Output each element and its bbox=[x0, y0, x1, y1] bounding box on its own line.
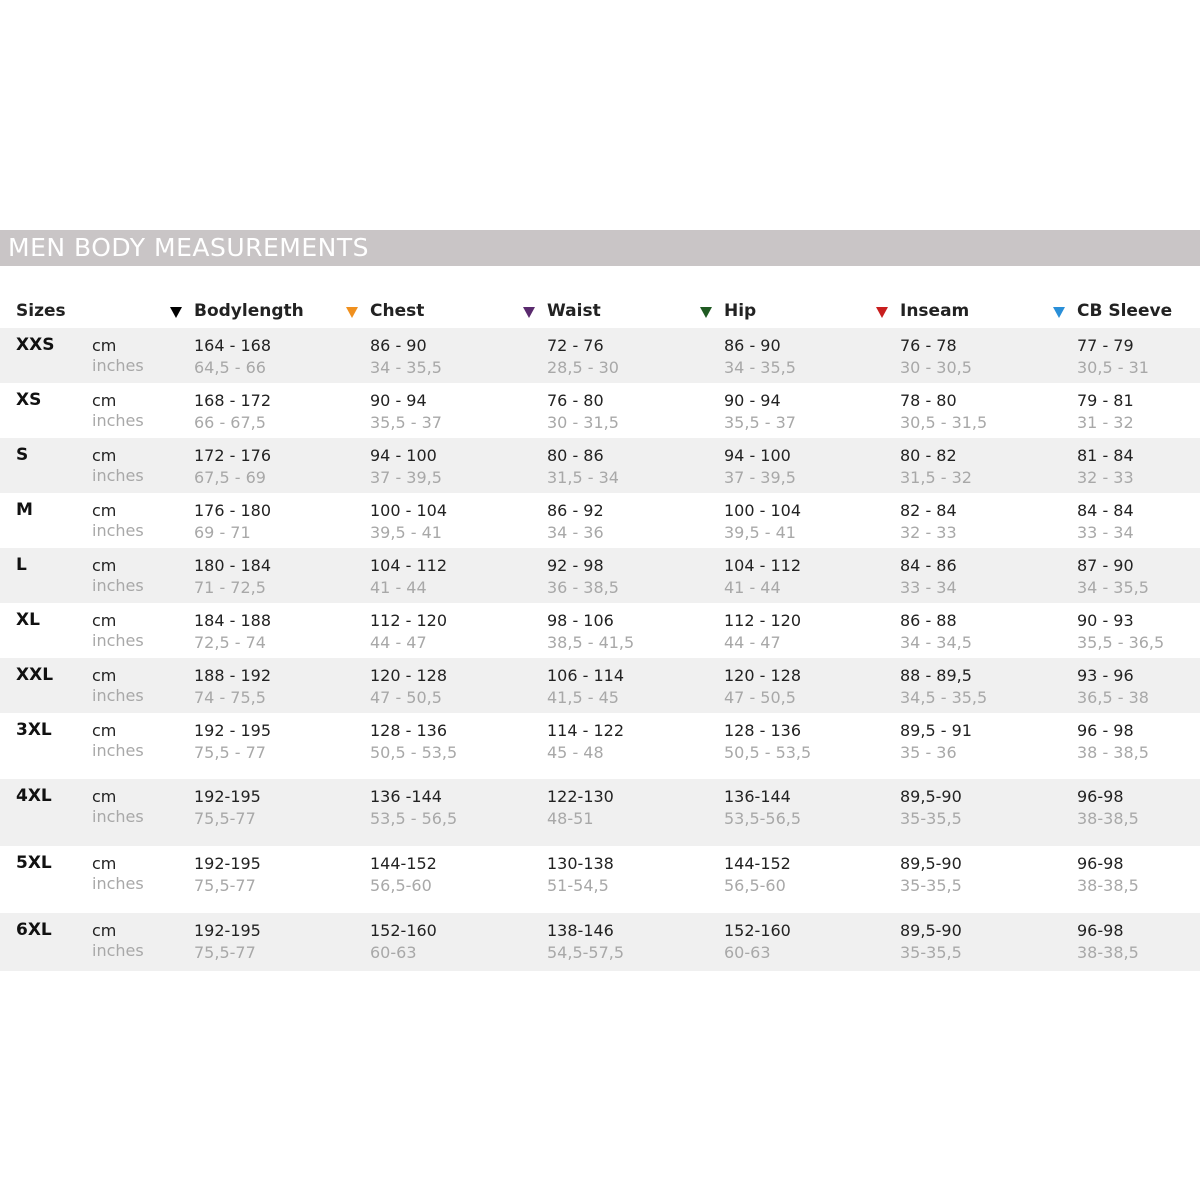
value-inches: 35-35,5 bbox=[900, 809, 962, 828]
column-header: Hip bbox=[724, 301, 757, 321]
value-inches: 38-38,5 bbox=[1077, 809, 1139, 828]
value-inches: 38,5 - 41,5 bbox=[547, 633, 635, 652]
unit-cm-label: cm bbox=[92, 721, 117, 740]
value-cm: 89,5-90 bbox=[900, 854, 962, 873]
unit-cm-label: cm bbox=[92, 611, 117, 630]
value-inches: 36 - 38,5 bbox=[547, 578, 619, 597]
value-cm: 164 - 168 bbox=[194, 336, 272, 355]
table-row bbox=[0, 548, 1200, 603]
value-cm: 192-195 bbox=[194, 787, 261, 806]
value-cm: 128 - 136 bbox=[370, 721, 448, 740]
value-cm: 100 - 104 bbox=[724, 501, 802, 520]
sizes-header: Sizes bbox=[16, 301, 66, 321]
unit-inches-label: inches bbox=[92, 576, 144, 595]
value-inches: 37 - 39,5 bbox=[724, 468, 796, 487]
size-label: L bbox=[16, 555, 27, 575]
unit-cm-label: cm bbox=[92, 787, 117, 806]
value-cm: 80 - 82 bbox=[900, 446, 957, 465]
value-cm: 86 - 90 bbox=[370, 336, 427, 355]
table-row bbox=[0, 913, 1200, 971]
value-cm: 152-160 bbox=[724, 921, 791, 940]
value-cm: 89,5 - 91 bbox=[900, 721, 972, 740]
table-row bbox=[0, 493, 1200, 548]
value-cm: 80 - 86 bbox=[547, 446, 604, 465]
value-cm: 192-195 bbox=[194, 854, 261, 873]
value-cm: 84 - 86 bbox=[900, 556, 957, 575]
value-inches: 74 - 75,5 bbox=[194, 688, 266, 707]
unit-cm-label: cm bbox=[92, 501, 117, 520]
value-cm: 94 - 100 bbox=[370, 446, 437, 465]
size-label: 3XL bbox=[16, 720, 52, 740]
value-inches: 39,5 - 41 bbox=[370, 523, 442, 542]
value-cm: 120 - 128 bbox=[370, 666, 448, 685]
value-inches: 44 - 47 bbox=[370, 633, 427, 652]
value-cm: 86 - 92 bbox=[547, 501, 604, 520]
triangle-down-icon bbox=[876, 307, 888, 318]
value-cm: 81 - 84 bbox=[1077, 446, 1134, 465]
table-row bbox=[0, 846, 1200, 913]
value-inches: 36,5 - 38 bbox=[1077, 688, 1149, 707]
size-label: XXL bbox=[16, 665, 54, 685]
value-cm: 96 - 98 bbox=[1077, 721, 1134, 740]
value-cm: 76 - 80 bbox=[547, 391, 604, 410]
unit-cm-label: cm bbox=[92, 556, 117, 575]
value-inches: 41 - 44 bbox=[724, 578, 781, 597]
value-cm: 76 - 78 bbox=[900, 336, 957, 355]
table-row bbox=[0, 383, 1200, 438]
value-inches: 34 - 36 bbox=[547, 523, 604, 542]
value-cm: 100 - 104 bbox=[370, 501, 448, 520]
value-cm: 88 - 89,5 bbox=[900, 666, 972, 685]
value-cm: 138-146 bbox=[547, 921, 614, 940]
size-label: XL bbox=[16, 610, 40, 630]
value-cm: 144-152 bbox=[370, 854, 437, 873]
value-inches: 34,5 - 35,5 bbox=[900, 688, 988, 707]
value-inches: 41 - 44 bbox=[370, 578, 427, 597]
value-inches: 75,5-77 bbox=[194, 809, 256, 828]
value-inches: 30,5 - 31,5 bbox=[900, 413, 988, 432]
unit-cm-label: cm bbox=[92, 446, 117, 465]
value-cm: 92 - 98 bbox=[547, 556, 604, 575]
unit-inches-label: inches bbox=[92, 521, 144, 540]
size-label: XXS bbox=[16, 335, 55, 355]
unit-inches-label: inches bbox=[92, 741, 144, 760]
value-cm: 144-152 bbox=[724, 854, 791, 873]
value-inches: 28,5 - 30 bbox=[547, 358, 619, 377]
value-cm: 122-130 bbox=[547, 787, 614, 806]
value-inches: 35 - 36 bbox=[900, 743, 957, 762]
value-cm: 98 - 106 bbox=[547, 611, 614, 630]
value-inches: 75,5-77 bbox=[194, 876, 256, 895]
value-inches: 33 - 34 bbox=[1077, 523, 1134, 542]
value-cm: 168 - 172 bbox=[194, 391, 272, 410]
value-inches: 51-54,5 bbox=[547, 876, 609, 895]
table-row bbox=[0, 438, 1200, 493]
value-inches: 35,5 - 37 bbox=[724, 413, 796, 432]
value-cm: 96-98 bbox=[1077, 854, 1124, 873]
value-cm: 114 - 122 bbox=[547, 721, 625, 740]
value-inches: 69 - 71 bbox=[194, 523, 251, 542]
triangle-down-icon bbox=[346, 307, 358, 318]
value-cm: 120 - 128 bbox=[724, 666, 802, 685]
value-inches: 56,5-60 bbox=[370, 876, 432, 895]
value-inches: 53,5 - 56,5 bbox=[370, 809, 458, 828]
value-inches: 71 - 72,5 bbox=[194, 578, 266, 597]
value-inches: 60-63 bbox=[370, 943, 417, 962]
value-inches: 32 - 33 bbox=[1077, 468, 1134, 487]
page-title: MEN BODY MEASUREMENTS bbox=[8, 233, 370, 262]
size-label: M bbox=[16, 500, 33, 520]
unit-inches-label: inches bbox=[92, 466, 144, 485]
value-cm: 86 - 90 bbox=[724, 336, 781, 355]
value-inches: 67,5 - 69 bbox=[194, 468, 266, 487]
unit-cm-label: cm bbox=[92, 336, 117, 355]
size-label: 5XL bbox=[16, 853, 52, 873]
value-inches: 34 - 34,5 bbox=[900, 633, 972, 652]
size-label: S bbox=[16, 445, 29, 465]
triangle-down-icon bbox=[523, 307, 535, 318]
value-cm: 104 - 112 bbox=[370, 556, 448, 575]
unit-cm-label: cm bbox=[92, 921, 117, 940]
unit-cm-label: cm bbox=[92, 391, 117, 410]
size-label: XS bbox=[16, 390, 42, 410]
value-inches: 31,5 - 32 bbox=[900, 468, 972, 487]
value-inches: 48-51 bbox=[547, 809, 594, 828]
value-cm: 184 - 188 bbox=[194, 611, 272, 630]
value-cm: 89,5-90 bbox=[900, 787, 962, 806]
value-cm: 136-144 bbox=[724, 787, 791, 806]
value-inches: 54,5-57,5 bbox=[547, 943, 625, 962]
value-cm: 87 - 90 bbox=[1077, 556, 1134, 575]
value-inches: 38-38,5 bbox=[1077, 876, 1139, 895]
size-label: 6XL bbox=[16, 920, 52, 940]
triangle-down-icon bbox=[1053, 307, 1065, 318]
value-cm: 192 - 195 bbox=[194, 721, 272, 740]
value-inches: 35-35,5 bbox=[900, 876, 962, 895]
value-inches: 35,5 - 37 bbox=[370, 413, 442, 432]
column-header: CB Sleeve bbox=[1077, 301, 1173, 321]
unit-inches-label: inches bbox=[92, 807, 144, 826]
value-cm: 96-98 bbox=[1077, 921, 1124, 940]
triangle-down-icon bbox=[170, 307, 182, 318]
value-cm: 84 - 84 bbox=[1077, 501, 1134, 520]
value-cm: 136 -144 bbox=[370, 787, 442, 806]
value-inches: 75,5 - 77 bbox=[194, 743, 266, 762]
table-row bbox=[0, 603, 1200, 658]
value-inches: 53,5-56,5 bbox=[724, 809, 802, 828]
size-label: 4XL bbox=[16, 786, 52, 806]
value-cm: 86 - 88 bbox=[900, 611, 957, 630]
value-cm: 106 - 114 bbox=[547, 666, 625, 685]
unit-inches-label: inches bbox=[92, 941, 144, 960]
value-cm: 90 - 94 bbox=[724, 391, 781, 410]
value-cm: 112 - 120 bbox=[370, 611, 448, 630]
value-inches: 34 - 35,5 bbox=[370, 358, 442, 377]
table-row bbox=[0, 328, 1200, 383]
value-inches: 35,5 - 36,5 bbox=[1077, 633, 1165, 652]
value-cm: 90 - 93 bbox=[1077, 611, 1134, 630]
value-inches: 38-38,5 bbox=[1077, 943, 1139, 962]
value-cm: 89,5-90 bbox=[900, 921, 962, 940]
value-inches: 47 - 50,5 bbox=[370, 688, 442, 707]
value-cm: 82 - 84 bbox=[900, 501, 957, 520]
value-cm: 180 - 184 bbox=[194, 556, 272, 575]
value-inches: 34 - 35,5 bbox=[724, 358, 796, 377]
unit-inches-label: inches bbox=[92, 356, 144, 375]
value-cm: 188 - 192 bbox=[194, 666, 272, 685]
value-cm: 104 - 112 bbox=[724, 556, 802, 575]
value-inches: 72,5 - 74 bbox=[194, 633, 266, 652]
value-cm: 172 - 176 bbox=[194, 446, 272, 465]
value-cm: 77 - 79 bbox=[1077, 336, 1134, 355]
value-cm: 78 - 80 bbox=[900, 391, 957, 410]
value-cm: 130-138 bbox=[547, 854, 614, 873]
value-inches: 44 - 47 bbox=[724, 633, 781, 652]
value-cm: 152-160 bbox=[370, 921, 437, 940]
value-cm: 96-98 bbox=[1077, 787, 1124, 806]
value-cm: 128 - 136 bbox=[724, 721, 802, 740]
unit-cm-label: cm bbox=[92, 854, 117, 873]
value-inches: 41,5 - 45 bbox=[547, 688, 619, 707]
value-cm: 93 - 96 bbox=[1077, 666, 1134, 685]
value-cm: 79 - 81 bbox=[1077, 391, 1134, 410]
table-row bbox=[0, 713, 1200, 779]
table-row bbox=[0, 658, 1200, 713]
value-inches: 60-63 bbox=[724, 943, 771, 962]
value-inches: 39,5 - 41 bbox=[724, 523, 796, 542]
value-inches: 31,5 - 34 bbox=[547, 468, 619, 487]
value-inches: 45 - 48 bbox=[547, 743, 604, 762]
value-inches: 33 - 34 bbox=[900, 578, 957, 597]
value-inches: 64,5 - 66 bbox=[194, 358, 266, 377]
value-inches: 34 - 35,5 bbox=[1077, 578, 1149, 597]
value-inches: 30 - 30,5 bbox=[900, 358, 972, 377]
unit-inches-label: inches bbox=[92, 631, 144, 650]
value-inches: 75,5-77 bbox=[194, 943, 256, 962]
value-inches: 66 - 67,5 bbox=[194, 413, 266, 432]
value-inches: 30,5 - 31 bbox=[1077, 358, 1149, 377]
unit-inches-label: inches bbox=[92, 411, 144, 430]
value-inches: 30 - 31,5 bbox=[547, 413, 619, 432]
unit-cm-label: cm bbox=[92, 666, 117, 685]
value-cm: 112 - 120 bbox=[724, 611, 802, 630]
column-header: Inseam bbox=[900, 301, 970, 321]
column-header: Bodylength bbox=[194, 301, 304, 321]
value-inches: 32 - 33 bbox=[900, 523, 957, 542]
value-cm: 72 - 76 bbox=[547, 336, 604, 355]
value-cm: 94 - 100 bbox=[724, 446, 791, 465]
column-header: Waist bbox=[547, 301, 601, 321]
table-header bbox=[0, 298, 1200, 328]
value-inches: 47 - 50,5 bbox=[724, 688, 796, 707]
value-inches: 50,5 - 53,5 bbox=[370, 743, 458, 762]
unit-inches-label: inches bbox=[92, 686, 144, 705]
value-cm: 192-195 bbox=[194, 921, 261, 940]
table-row bbox=[0, 779, 1200, 846]
triangle-down-icon bbox=[700, 307, 712, 318]
value-inches: 37 - 39,5 bbox=[370, 468, 442, 487]
value-inches: 38 - 38,5 bbox=[1077, 743, 1149, 762]
value-inches: 50,5 - 53,5 bbox=[724, 743, 812, 762]
title-banner bbox=[0, 230, 1200, 266]
value-cm: 176 - 180 bbox=[194, 501, 272, 520]
value-inches: 31 - 32 bbox=[1077, 413, 1134, 432]
value-cm: 90 - 94 bbox=[370, 391, 427, 410]
value-inches: 35-35,5 bbox=[900, 943, 962, 962]
value-inches: 56,5-60 bbox=[724, 876, 786, 895]
unit-inches-label: inches bbox=[92, 874, 144, 893]
column-header: Chest bbox=[370, 301, 425, 321]
